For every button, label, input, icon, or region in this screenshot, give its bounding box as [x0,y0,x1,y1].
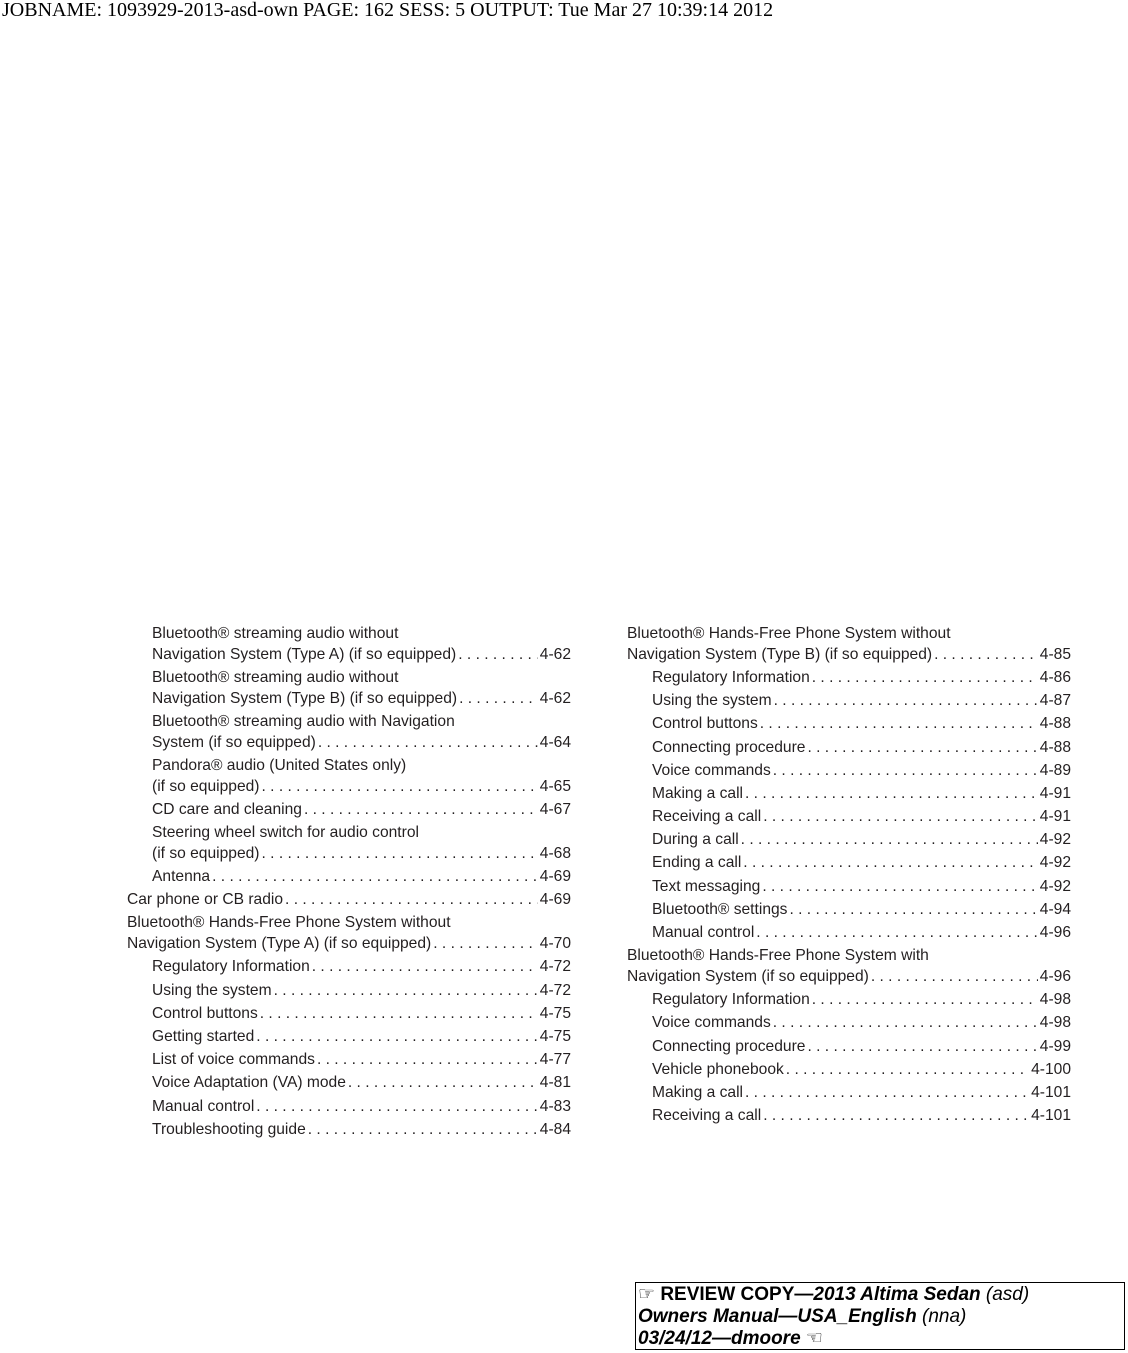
toc-entry[interactable] [127,800,571,821]
toc-entry[interactable] [627,1060,1071,1081]
toc-page-number: 4-88 [1039,715,1071,733]
toc-page-number: 4-83 [539,1097,571,1115]
toc-entry[interactable] [627,1013,1071,1034]
dot-leader [210,867,538,888]
toc-entry[interactable] [127,913,571,955]
toc-page-number: 4-89 [1039,761,1071,779]
dot-leader [761,1106,1029,1127]
toc-page-number: 4-94 [1039,900,1071,918]
dot-leader [760,877,1037,898]
review-copy-label: REVIEW COPY— [660,1284,814,1305]
dot-leader [810,990,1038,1011]
review-date-editor: 03/24/12—dmoore [638,1328,801,1349]
toc-page-number: 4-92 [1039,877,1071,895]
toc-entry[interactable] [127,957,571,978]
dot-leader [346,1073,538,1094]
toc-page-number: 4-91 [1039,808,1071,826]
toc-entry[interactable] [127,1004,571,1025]
toc-entry[interactable] [627,624,1071,666]
review-line-2 [638,1306,1124,1328]
toc-entry[interactable] [627,877,1071,898]
dot-leader [254,1027,538,1048]
dot-leader [260,777,538,798]
toc-entry-title-line: Steering wheel switch for audio control [152,824,419,842]
dot-leader [272,981,538,1002]
toc-page-number: 4-72 [539,958,571,976]
toc-entry-title-line: Bluetooth® Hands-Free Phone System without [627,625,951,642]
dot-leader [754,923,1038,944]
toc-entry[interactable] [627,1083,1071,1104]
toc-page-number: 4-81 [539,1074,571,1092]
toc-entry[interactable] [127,624,571,666]
toc-page-number: 4-85 [1039,645,1071,663]
dot-leader [758,714,1038,735]
toc-page-number: 4-69 [539,891,571,909]
toc-entry[interactable] [127,756,571,798]
toc-page-number: 4-96 [1039,924,1071,942]
toc-entry[interactable] [627,1037,1071,1058]
toc-entry[interactable] [127,867,571,888]
toc-entry-title: Navigation System (Type A) (if so equipped) [127,935,432,953]
toc-entry-title: Car phone or CB radio [127,891,284,909]
dot-leader [316,733,538,754]
toc-entry-title: Antenna [152,868,211,886]
toc-entry-title-line: Bluetooth® Hands-Free Phone System without [127,914,451,932]
toc-entry-title-line: Bluetooth® streaming audio without [152,625,399,642]
dot-leader [457,689,538,710]
toc-entry[interactable] [127,823,571,865]
dot-leader [810,668,1038,689]
toc-entry-title: Regulatory Information [652,668,810,686]
toc-page-number: 4-70 [539,935,571,953]
dot-leader [739,830,1038,851]
toc-entry-title: Navigation System (if so equipped) [627,968,869,986]
dot-leader [743,1083,1029,1104]
toc-entry[interactable] [627,900,1071,921]
toc-page-number: 4-68 [539,844,571,862]
toc-entry[interactable] [127,712,571,754]
toc-entry-title: Navigation System (Type B) (if so equipped) [627,645,933,663]
dot-leader [302,800,538,821]
toc-page-number: 4-69 [539,868,571,886]
toc-entry[interactable] [627,668,1071,689]
toc-entry[interactable] [627,830,1071,851]
toc-entry[interactable] [627,946,1071,988]
toc-page-number: 4-65 [539,777,571,795]
dot-leader [771,761,1038,782]
review-line-1 [638,1284,1124,1306]
toc-entry-title: Connecting procedure [652,1037,806,1055]
dot-leader [306,1120,538,1141]
dot-leader [787,900,1037,921]
toc-entry-title: Navigation System (Type B) (if so equipped) [152,689,458,707]
model-name: 2013 Altima Sedan [813,1284,981,1305]
pointing-hand-left-icon: ☜ [805,1328,823,1349]
toc-page-number: 4-100 [1031,1060,1071,1078]
pointing-hand-icon: ☞ [638,1284,656,1305]
dot-leader [431,934,538,955]
toc-entry-title-line: Bluetooth® Hands-Free Phone System with [627,947,929,965]
dot-leader [310,957,538,978]
toc-entry[interactable] [127,1097,571,1118]
language-code: (nna) [922,1306,967,1327]
dot-leader [260,844,538,865]
toc-page-number: 4-91 [1039,784,1071,802]
toc-entry[interactable] [627,853,1071,874]
dot-leader [772,691,1038,712]
dot-leader [805,1037,1037,1058]
toc-entry-title: Bluetooth® settings [652,900,788,918]
toc-entry-title: Control buttons [152,1004,258,1022]
toc-page-number: 4-62 [539,689,571,707]
toc-page-number: 4-62 [539,645,571,663]
dot-leader [869,967,1038,988]
dot-leader [743,784,1038,805]
dot-leader [932,645,1038,666]
dot-leader [784,1060,1029,1081]
toc-entry[interactable] [127,981,571,1002]
toc-page-number: 4-98 [1039,1014,1071,1032]
toc-page-number: 4-92 [1039,831,1071,849]
toc-entry-title: Connecting procedure [652,738,806,756]
toc-entry-title: Text messaging [652,877,761,895]
toc-entry[interactable] [627,807,1071,828]
toc-entry[interactable] [627,990,1071,1011]
toc-entry[interactable] [627,784,1071,805]
toc-page-number: 4-92 [1039,854,1071,872]
toc-entry[interactable] [627,1106,1071,1127]
review-copy-box [635,1282,1125,1350]
toc-entry[interactable] [127,1027,571,1048]
toc-entry[interactable] [627,738,1071,759]
toc-entry-title: System (if so equipped) [152,733,316,751]
toc-page-number: 4-75 [539,1004,571,1022]
dot-leader [741,853,1037,874]
toc-page-number: 4-101 [1031,1107,1071,1125]
toc-entry-title: Manual control [652,924,755,942]
toc-page-number: 4-75 [539,1028,571,1046]
toc-entry-title: Making a call [652,1083,744,1101]
toc-entry[interactable] [127,1120,571,1141]
toc-page-number: 4-88 [1039,738,1071,756]
dot-leader [761,807,1038,828]
toc-entry[interactable] [627,923,1071,944]
toc-page-number: 4-67 [539,800,571,818]
toc-entry-title: Control buttons [652,715,758,733]
toc-page-number: 4-77 [539,1051,571,1069]
toc-entry-title: Using the system [652,692,772,710]
toc-entry-title: During a call [652,831,739,849]
toc-entry-title: Receiving a call [652,808,762,826]
job-header-line: JOBNAME: 1093929-2013-asd-own PAGE: 162 SESS: 5 OUTPUT: Tue Mar 27 10:39:14 2012 [2,0,774,21]
toc-page-number: 4-87 [1039,692,1071,710]
toc-entry-title: Getting started [152,1028,255,1046]
toc-entry-title: Regulatory Information [652,991,810,1009]
toc-entry[interactable] [127,890,571,911]
toc-entry-title-line: Bluetooth® streaming audio with Navigation [152,712,455,730]
toc-entry-title: Receiving a call [652,1107,762,1125]
toc-entry-title: Voice commands [652,1014,771,1032]
toc-entry[interactable] [127,668,571,710]
toc-entry-title-line: Bluetooth® streaming audio without [152,668,399,686]
model-code: (asd) [985,1284,1030,1305]
toc-entry-title: Voice Adaptation (VA) mode [152,1074,346,1092]
toc-page-number: 4-96 [1039,968,1071,986]
toc-entry-title: Navigation System (Type A) (if so equipped) [152,645,457,663]
toc-entry-title: Vehicle phonebook [652,1060,784,1078]
toc-entry[interactable] [627,761,1071,782]
toc-entry-title: Using the system [152,981,272,999]
toc-entry-title-line: Pandora® audio (United States only) [152,756,407,774]
toc-entry-title: (if so equipped) [152,844,260,862]
toc-page-number: 4-99 [1039,1037,1071,1055]
toc-entry[interactable] [127,1050,571,1071]
toc-entry-title: Manual control [152,1097,255,1115]
toc-left-column [127,624,571,1143]
toc-entry-title: Making a call [652,784,744,802]
toc-right-column [627,624,1071,1129]
toc-page-number: 4-72 [539,981,571,999]
toc-entry-title: Ending a call [652,854,742,872]
review-line-3 [638,1328,1124,1350]
toc-entry[interactable] [127,1073,571,1094]
dot-leader [771,1013,1038,1034]
toc-entry-title: List of voice commands [152,1051,315,1069]
dot-leader [315,1050,538,1071]
dot-leader [456,645,538,666]
toc-entry-title: CD care and cleaning [152,800,302,818]
toc-entry-title: Troubleshooting guide [152,1120,306,1138]
toc-page-number: 4-98 [1039,991,1071,1009]
toc-entry[interactable] [627,691,1071,712]
toc-page-number: 4-84 [539,1120,571,1138]
toc-entry-title: (if so equipped) [152,777,260,795]
manual-name: Owners Manual—USA_English [638,1306,917,1327]
toc-entry-title: Regulatory Information [152,958,310,976]
dot-leader [258,1004,538,1025]
toc-entry-title: Voice commands [652,761,771,779]
toc-page-number: 4-86 [1039,668,1071,686]
toc-page-number: 4-101 [1031,1083,1071,1101]
toc-entry[interactable] [627,714,1071,735]
toc-page-number: 4-64 [539,733,571,751]
dot-leader [805,738,1037,759]
dot-leader [254,1097,538,1118]
dot-leader [283,890,538,911]
